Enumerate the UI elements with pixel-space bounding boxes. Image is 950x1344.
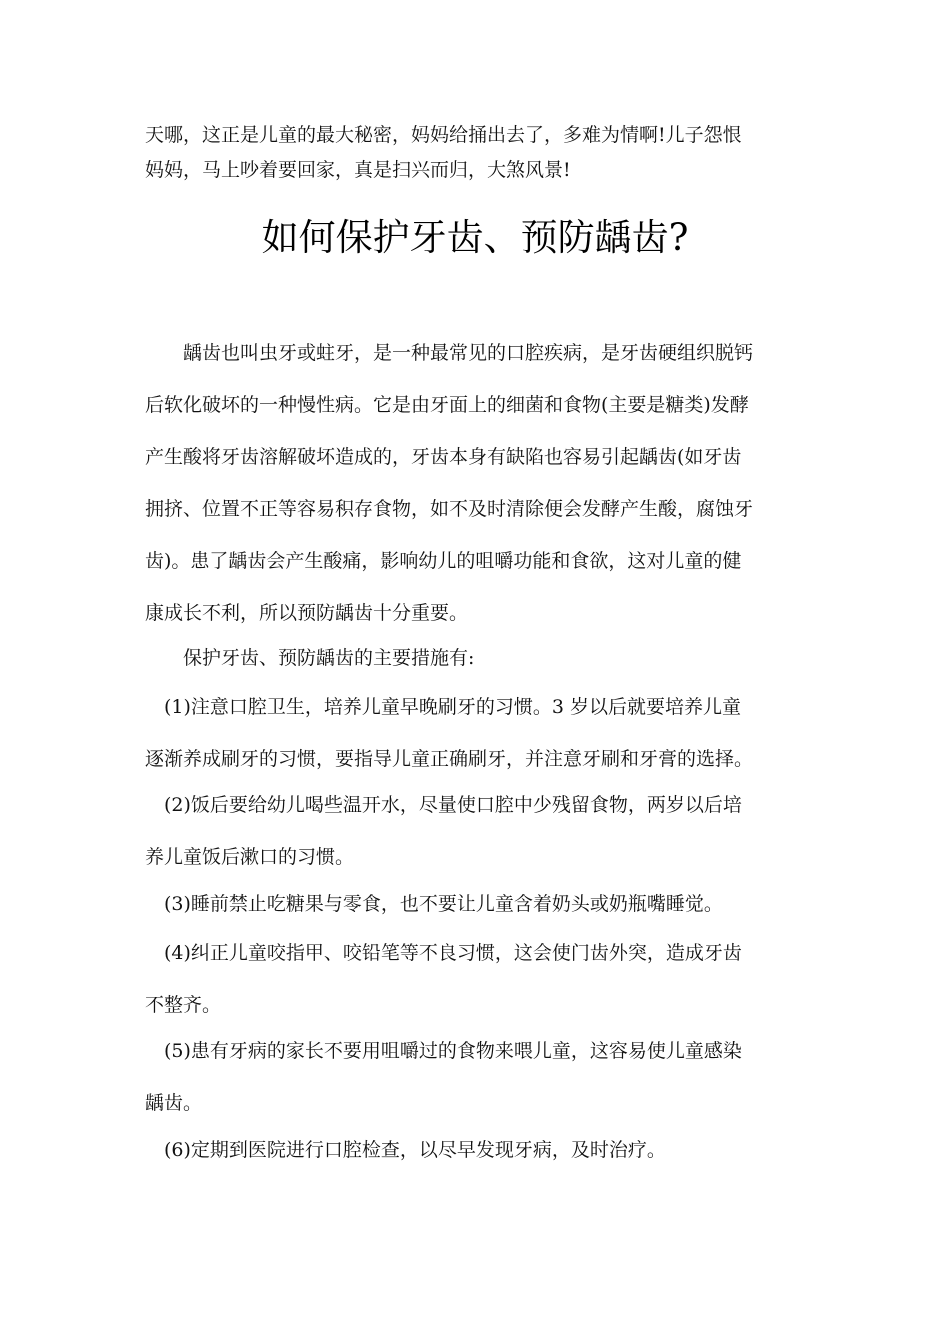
measures-intro bbox=[145, 632, 810, 684]
paragraph-line: 齿)。患了龋齿会产生酸痛，影响幼儿的咀嚼功能和食欲，这对儿童的健 bbox=[145, 550, 742, 572]
list-item-line: 不整齐。 bbox=[145, 994, 222, 1016]
measure-item-3 bbox=[145, 878, 810, 930]
caries-description-paragraph bbox=[145, 327, 810, 639]
paragraph-line: 后软化破坏的一种慢性病。它是由牙面上的细菌和食物(主要是糖类)发酵 bbox=[145, 394, 749, 416]
measure-item-6 bbox=[145, 1124, 810, 1176]
paragraph-line: 产生酸将牙齿溶解破坏造成的，牙齿本身有缺陷也容易引起龋齿(如牙齿 bbox=[145, 446, 742, 468]
list-item-line: (5)患有牙病的家长不要用咀嚼过的食物来喂儿童，这容易使儿童感染 bbox=[145, 1040, 742, 1062]
list-item-line: (2)饭后要给幼儿喝些温开水，尽量使口腔中少残留食物，两岁以后培 bbox=[145, 794, 742, 816]
measure-item-1 bbox=[145, 681, 810, 785]
document-title: 如何保护牙齿、预防龋齿? bbox=[261, 216, 689, 259]
measure-item-5 bbox=[145, 1025, 810, 1129]
measure-item-2 bbox=[145, 779, 810, 883]
list-item-line: (4)纠正儿童咬指甲、咬铅笔等不良习惯，这会使门齿外突，造成牙齿 bbox=[145, 942, 742, 964]
list-item-line: 龋齿。 bbox=[145, 1092, 203, 1114]
paragraph-line: 康成长不利，所以预防龋齿十分重要。 bbox=[145, 602, 469, 624]
intro-paragraph bbox=[145, 118, 810, 188]
paragraph-line: 保护牙齿、预防龋齿的主要措施有: bbox=[145, 647, 475, 669]
intro-line: 天哪，这正是儿童的最大秘密，妈妈给捅出去了，多难为情啊!儿子怨恨 bbox=[145, 124, 742, 146]
paragraph-line: 拥挤、位置不正等容易积存食物，如不及时清除便会发酵产生酸，腐蚀牙 bbox=[145, 498, 754, 520]
measure-item-4 bbox=[145, 927, 810, 1031]
list-item-line: (6)定期到医院进行口腔检查，以尽早发现牙病，及时治疗。 bbox=[145, 1139, 666, 1161]
list-item-line: (1)注意口腔卫生，培养儿童早晚刷牙的习惯。3 岁以后就要培养儿童 bbox=[145, 696, 742, 718]
list-item-line: 逐渐养成刷牙的习惯，要指导儿童正确刷牙，并注意牙刷和牙膏的选择。 bbox=[145, 748, 754, 770]
paragraph-line: 龋齿也叫虫牙或蛀牙，是一种最常见的口腔疾病，是牙齿硬组织脱钙 bbox=[145, 342, 754, 364]
list-item-line: 养儿童饭后漱口的习惯。 bbox=[145, 846, 355, 868]
intro-line: 妈妈，马上吵着要回家，真是扫兴而归，大煞风景! bbox=[145, 159, 571, 181]
list-item-line: (3)睡前禁止吃糖果与零食，也不要让儿童含着奶头或奶瓶嘴睡觉。 bbox=[145, 893, 723, 915]
